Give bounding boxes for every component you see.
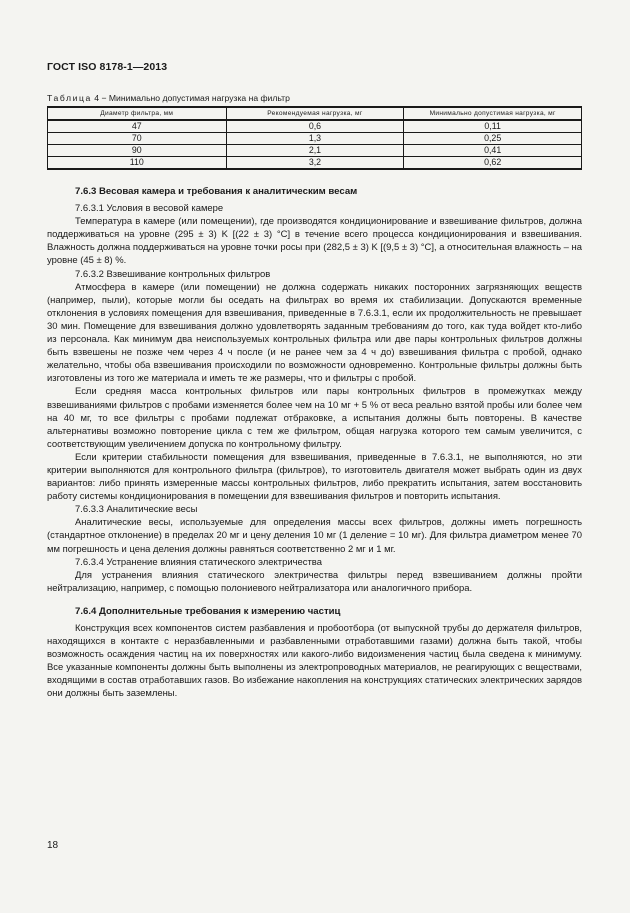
table-cell: 3,2	[226, 157, 404, 170]
table-cell: 90	[48, 145, 227, 157]
standard-header: ГОСТ ISO 8178-1—2013	[47, 61, 168, 73]
table-header-row	[48, 107, 582, 120]
paragraph: Если критерии стабильности помещения для взвешивания, приведенные в 7.6.3.1, не выполняются, но эти критерии выполняются для контрольного фильтра (фильтров), то изготовитель двигателя может выбрать один из двух вариантов: либо принять измеренные массы контрольных фильтров, либо прекратить испытания, затем восстановить работу системы кондиционирования в помещении для взвешивания фильтров и повторить испытания.	[47, 451, 582, 503]
table-cell: 47	[48, 120, 227, 133]
subsection-heading: 7.6.3.4 Устранение влияния статического электричества	[75, 556, 322, 568]
section-heading: 7.6.4 Дополнительные требования к измерению частиц	[75, 605, 341, 617]
column-header: Минимально допустимая нагрузка, мг	[404, 107, 582, 120]
table-caption	[47, 93, 290, 103]
table-cell: 70	[48, 133, 227, 145]
paragraph: Для устранения влияния статического электричества фильтры перед взвешиванием должны пройти нейтрализацию, например, с помощью полониевого нейтрализатора или аналогичного прибора.	[47, 569, 582, 594]
paragraph: Аналитические весы, используемые для определения массы всех фильтров, должны иметь погрешность (стандартное отклонение) в пределах 20 мг и цену деления 10 мг (1 деление = 10 мг). Для фильтра диаметром менее 70 мм погрешность и цена деления должны равняться соответственно 2 мг и 1 мг.	[47, 517, 582, 555]
table-cell: 110	[48, 157, 227, 170]
subsection-heading: 7.6.3.3 Аналитические весы	[75, 504, 198, 516]
table-cell: 0,6	[226, 120, 404, 133]
table-row	[48, 120, 582, 133]
table-cell: 0,25	[404, 133, 582, 145]
table-cell: 2,1	[226, 145, 404, 157]
document-body	[47, 181, 582, 701]
spacer	[47, 595, 582, 601]
table-row	[48, 133, 582, 145]
table-caption-text: 4 − Минимально допустимая нагрузка на фильтр	[91, 93, 290, 103]
subsection-heading: 7.6.3.1 Условия в весовой камере	[75, 203, 224, 215]
subsection-heading: 7.6.3.2 Взвешивание контрольных фильтров	[75, 268, 271, 280]
paragraph: Атмосфера в камере (или помещении) не должна содержать никаких посторонних загрязняющих веществ (например, пыли), которые могли бы оседать на фильтрах во время их стабилизации. Допускаются временные отклонения в условиях помещения для взвешивания, приведенные в 7.6.3.1, если их продолжительность не превышает 30 мин. Помещение для взвешивания должно удовлетворять заданным требованиям до того, как туда войдет кто-либо из персонала. Как минимум два неиспользуемых контрольных фильтра или две пары контрольных фильтров должны быть взвешены не позже чем через 4 ч после (и не ранее чем за 4 ч до) взвешивания фильтра с пробой, однако желательно, чтобы оба взвешивания происходили по возможности одновременно. Контрольные фильтры должны быть изготовлены из того же материала и иметь те же размеры, что и фильтры с пробой.	[47, 281, 582, 385]
table-cell: 0,62	[404, 157, 582, 170]
paragraph: Если средняя масса контрольных фильтров или пары контрольных фильтров в промежутках между взвешиваниями фильтров с пробами изменяется более чем на 10 мг + 5 % от веса реально взятой пробы или более чем на 40 мг, то все фильтры с пробами подлежат отбраковке, а испытания должны быть повторены. В качестве альтернативы возможно повторение цикла с тем же фильтром, общая нагрузка которого тем самым увеличится, с соответствующим увеличением допуска по контрольному фильтру.	[47, 386, 582, 450]
table-row	[48, 157, 582, 170]
section-heading: 7.6.3 Весовая камера и требования к аналитическим весам	[75, 186, 358, 197]
table-caption-word: Таблица	[47, 93, 92, 103]
table-row	[48, 145, 582, 157]
paragraph: Температура в камере (или помещении), где производятся кондиционирование и взвешивание фильтров, должна поддерживаться на уровне (295 ± 3) K [(22 ± 3) °C] в течение всего процесса кондиционирования и взвешивания. Влажность должна поддерживаться на уровне точки росы при (282,5 ± 3) K [(9,5 ± 3) °C], а относительная влажность – на уровне (45 ± 8) %.	[47, 216, 582, 267]
column-header: Диаметр фильтра, мм	[48, 107, 227, 120]
page-number: 18	[47, 840, 59, 851]
table-cell: 0,11	[404, 120, 582, 133]
table-cell: 1,3	[226, 133, 404, 145]
table-cell: 0,41	[404, 145, 582, 157]
paragraph: Конструкция всех компонентов систем разбавления и пробоотбора (от выпускной трубы до держателя фильтров, находящихся в контакте с неразбавленными и разбавленными отработавшими газами) должна быть такой, чтобы возможность осаждения частиц на их поверхностях или какого-либо видоизменения частиц была сведена к минимуму. Все указанные компоненты должны быть выполнены из электропроводных материалов, не реагирующих с веществами, входящими в состав отработавших газов. Во избежание накопления на конструкциях статических электрических зарядов они должны быть заземлены.	[47, 623, 582, 700]
column-header: Рекомендуемая нагрузка, мг	[226, 107, 404, 120]
filter-load-table	[47, 106, 582, 170]
